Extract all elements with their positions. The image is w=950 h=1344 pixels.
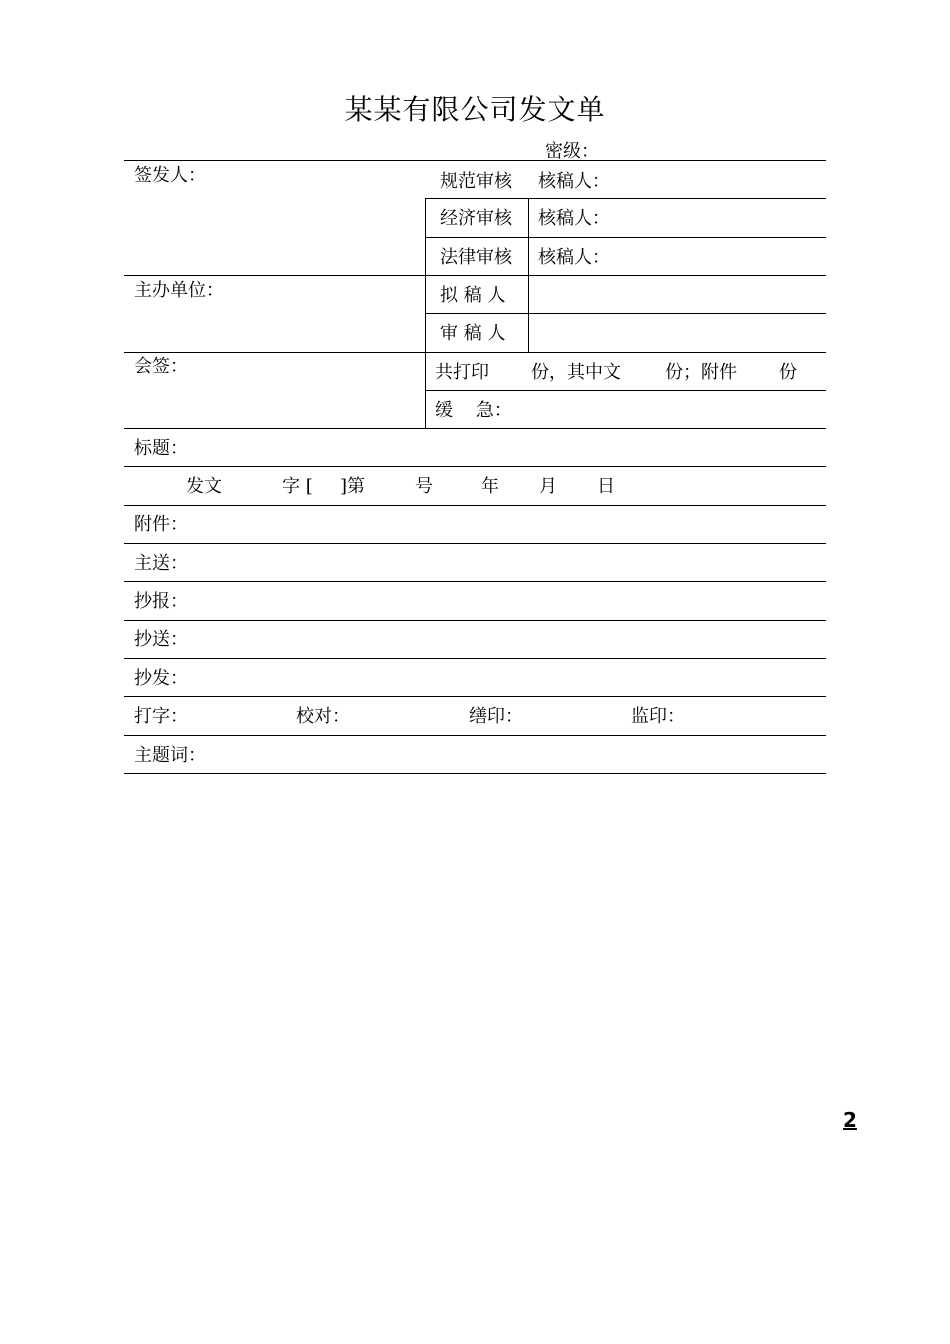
row-line xyxy=(426,313,826,314)
row-line xyxy=(124,428,826,429)
print-copies-text: 份，其中文 xyxy=(531,362,621,383)
print-copies-text: 份；附件 xyxy=(665,362,737,383)
page-title: 某某有限公司发文单 xyxy=(344,93,606,126)
table-top-line xyxy=(124,160,826,161)
page-number: 2 xyxy=(843,1108,857,1132)
doc-number-hao: 号 xyxy=(415,476,433,497)
doc-number-month: 月 xyxy=(539,476,557,497)
row-line xyxy=(426,198,826,199)
typist-label: 打字： xyxy=(134,706,188,727)
print-label: 缮印： xyxy=(469,706,523,727)
print-copies-text: 份 xyxy=(779,362,797,383)
row-line xyxy=(124,735,826,736)
countersign-label: 会签： xyxy=(134,356,188,377)
drafter-label: 拟 稿 人 xyxy=(440,285,506,306)
review-type-legal: 法律审核 xyxy=(440,247,512,268)
host-unit-label: 主办单位： xyxy=(134,280,224,301)
doc-number-zi: 字 [ xyxy=(282,476,313,497)
review-type-standard: 规范审核 xyxy=(440,171,512,192)
column-line xyxy=(528,198,529,352)
row-line xyxy=(124,352,826,353)
row-line xyxy=(124,581,826,582)
print-total-label: 共打印 xyxy=(435,362,489,383)
reviewer-label: 审 稿 人 xyxy=(440,323,506,344)
subject-label: 标题： xyxy=(134,438,188,459)
signer-label: 签发人： xyxy=(134,165,206,186)
checker-label: 核稿人： xyxy=(538,247,610,268)
secret-level-label: 密级： xyxy=(545,141,599,162)
main-send-label: 主送： xyxy=(134,553,188,574)
urgency-label: 缓 急： xyxy=(435,400,512,421)
attachment-label: 附件： xyxy=(134,514,188,535)
column-line xyxy=(425,198,426,428)
table-bottom-line xyxy=(124,773,826,774)
row-line xyxy=(124,466,826,467)
doc-number-day: 日 xyxy=(597,476,615,497)
row-line xyxy=(124,658,826,659)
proofread-label: 校对： xyxy=(296,706,350,727)
doc-number-fawen: 发文 xyxy=(186,476,222,497)
copy-send-label: 抄送： xyxy=(134,629,188,650)
doc-number-di: ]第 xyxy=(340,476,366,497)
review-type-economic: 经济审核 xyxy=(440,208,512,229)
row-line xyxy=(124,696,826,697)
checker-label: 核稿人： xyxy=(538,208,610,229)
report-copy-label: 抄报： xyxy=(134,591,188,612)
row-line xyxy=(124,275,826,276)
keywords-label: 主题词： xyxy=(134,745,206,766)
checker-label: 核稿人： xyxy=(538,171,610,192)
row-line xyxy=(426,390,826,391)
supervise-label: 监印： xyxy=(631,706,685,727)
copy-issue-label: 抄发： xyxy=(134,668,188,689)
row-line xyxy=(426,237,826,238)
row-line xyxy=(124,505,826,506)
doc-number-year: 年 xyxy=(481,476,499,497)
row-line xyxy=(124,543,826,544)
row-line xyxy=(124,620,826,621)
